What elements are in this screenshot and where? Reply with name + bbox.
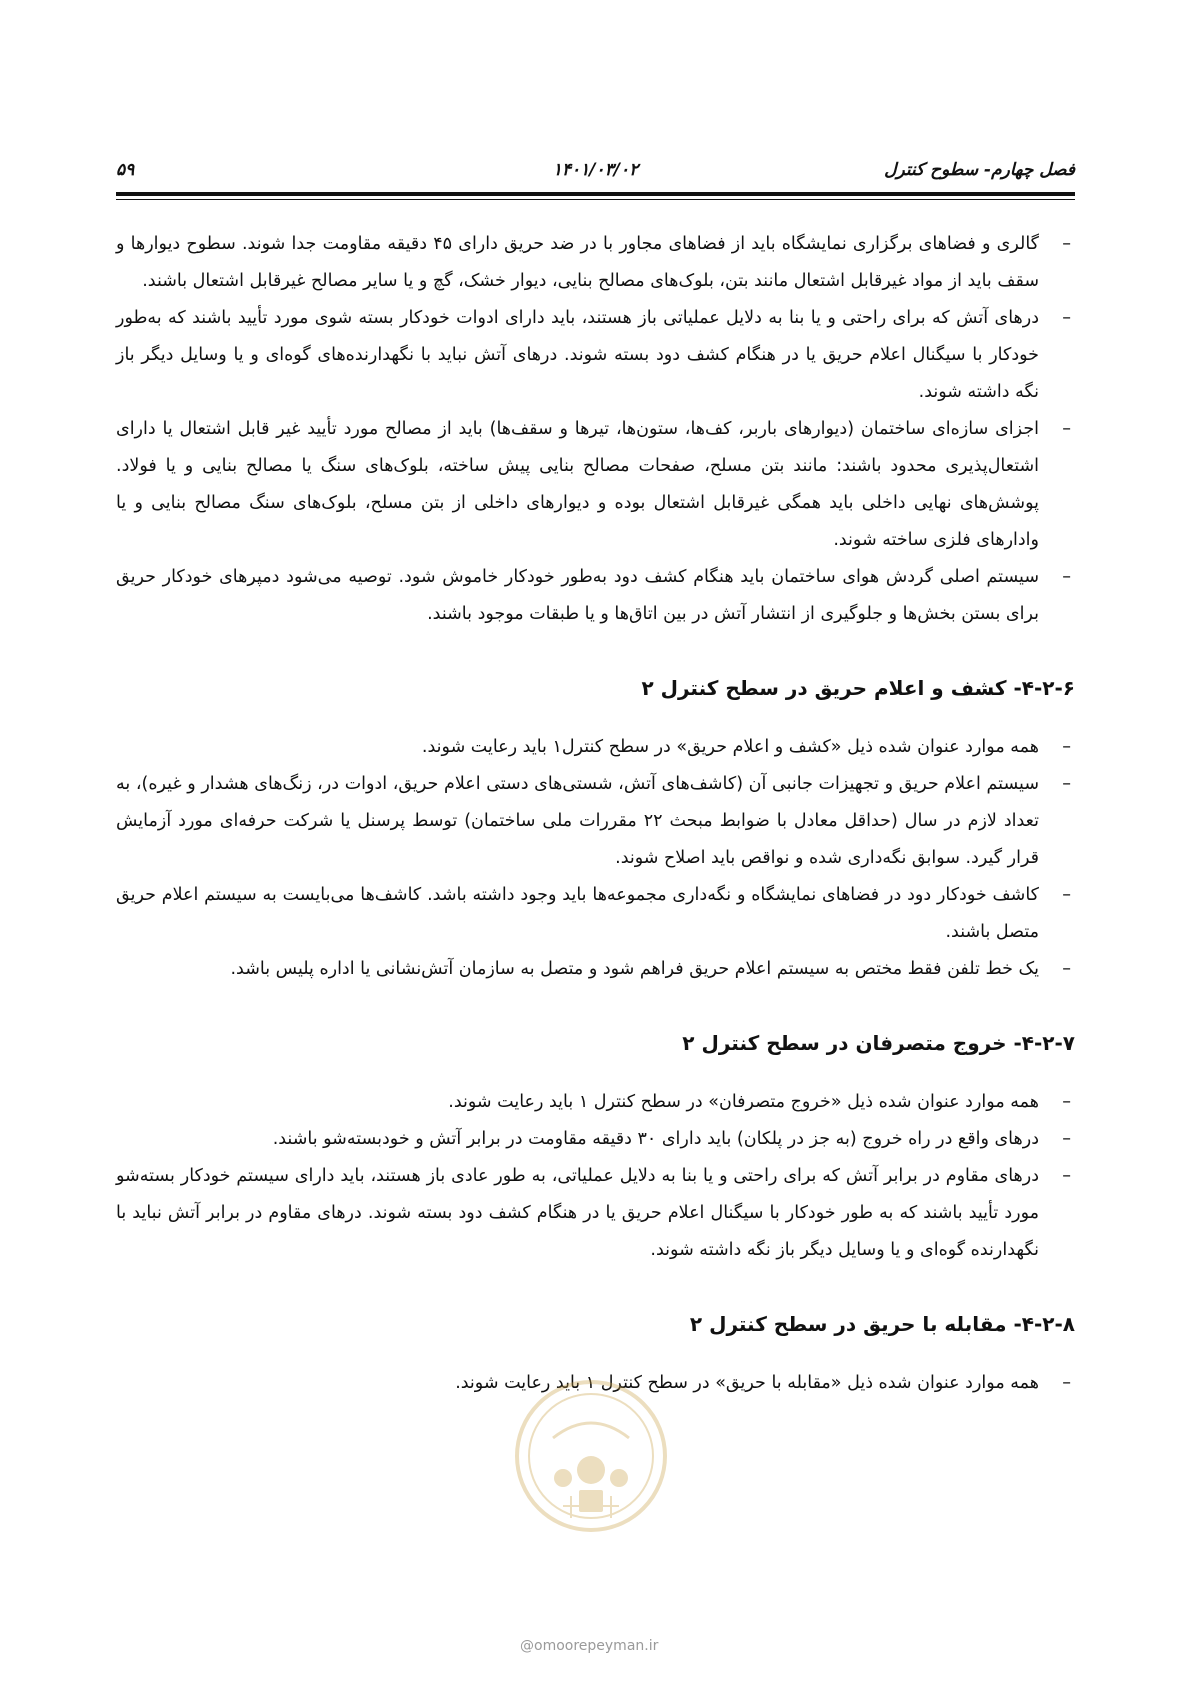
bullet-dash: – (1062, 234, 1071, 254)
page-body (116, 226, 1075, 1402)
bullet-dash: – (1062, 959, 1071, 979)
list-item (116, 951, 1075, 988)
bullet-list-detection (116, 729, 1075, 988)
section-heading-egress: ۴-۲-۷- خروج متصرفان در سطح کنترل ۲ (682, 1031, 1075, 1055)
bullet-dash: – (1062, 1092, 1071, 1112)
bullet-text: یک خط تلفن فقط مختص به سیستم اعلام حریق فراهم شود و متصل به سازمان آتش‌نشانی یا اداره پلیس باشد. (230, 959, 1039, 979)
bullet-text: درهای آتش که برای راحتی و یا بنا به دلایل عملیاتی باز هستند، باید دارای ادوات خودکار بسته شوی مورد تأیید باشند که به‌طور خودکار با سیگنال اعلام حریق یا در هنگام کشف دود بسته شوند. درهای آتش نباید با نگهدارنده‌های گوه‌ای و یا وسایل دیگر باز نگه داشته شوند. (116, 308, 1039, 402)
bullet-text: همه موارد عنوان شده ذیل «مقابله با حریق» در سطح کنترل ۱ باید رعایت شوند. (455, 1373, 1039, 1393)
list-item (116, 877, 1075, 951)
bullet-text: سیستم اعلام حریق و تجهیزات جانبی آن (کاشف‌های آتش، شستی‌های دستی اعلام حریق، ادوات در، زنگ‌های هشدار و غیره)، به تعداد لازم در سال (حداقل معادل با ضوابط مبحث ۲۲ مقررات ملی ساختمان) توسط پرسنل یا شرکت حرفه‌ای مورد آزمایش قرار گیرد. سوابق نگه‌داری شده و نواقص باید اصلاح شوند. (116, 774, 1039, 868)
bullet-list-firefighting (116, 1365, 1075, 1402)
bullet-list-intro (116, 226, 1075, 633)
bullet-list-egress (116, 1084, 1075, 1269)
section-heading-detection: ۴-۲-۶- کشف و اعلام حریق در سطح کنترل ۲ (641, 676, 1075, 700)
bullet-dash: – (1062, 1373, 1071, 1393)
bullet-dash: – (1062, 419, 1071, 439)
watermark-url: @omoorepeyman.ir (520, 1638, 659, 1654)
page-number: ۵۹ (116, 160, 135, 180)
bullet-dash: – (1062, 1166, 1071, 1186)
bullet-text: کاشف خودکار دود در فضاهای نمایشگاه و نگه‌داری مجموعه‌ها باید وجود داشته باشد. کاشف‌ها می‌بایست به سیستم اعلام حریق متصل باشند. (116, 885, 1039, 942)
bullet-text: سیستم اصلی گردش هوای ساختمان باید هنگام کشف دود به‌طور خودکار خاموش شود. توصیه می‌شود دمپرهای خودکار حریق برای بستن بخش‌ها و جلوگیری از انتشار آتش در بین اتاق‌ها و یا طبقات موجود باشند. (116, 567, 1039, 624)
list-item (116, 766, 1075, 877)
bullet-text: درهای واقع در راه خروج (به جز در پلکان) باید دارای ۳۰ دقیقه مقاومت در برابر آتش و خودبسته‌شو باشند. (272, 1129, 1039, 1149)
bullet-text: درهای مقاوم در برابر آتش که برای راحتی و یا بنا به دلایل عملیاتی، به طور عادی باز هستند، باید دارای سیستم خودکار بسته‌شو مورد تأیید باشند که به طور خودکار با سیگنال اعلام حریق یا در هنگام کشف دود بسته شوند. درهای مقاوم در برابر آتش نباید با نگهدارنده گوه‌ای و یا وسایل دیگر باز نگه داشته شوند. (116, 1166, 1039, 1260)
bullet-dash: – (1062, 885, 1071, 905)
header-rule-thick (116, 192, 1075, 196)
list-item (116, 1084, 1075, 1121)
list-item (116, 300, 1075, 411)
list-item (116, 559, 1075, 633)
list-item (116, 1158, 1075, 1269)
bullet-text: اجزای سازه‌ای ساختمان (دیوارهای باربر، کف‌ها، ستون‌ها، تیرها و سقف‌ها) باید از مصالح مورد تأیید غیر قابل اشتعال یا دارای اشتعال‌پذیری محدود باشند: مانند بتن مسلح، صفحات مصالح بنایی پیش ساخته، بلوک‌های سنگ یا مصالح بنایی و یا فولاد. پوشش‌های نهایی داخلی باید همگی غیرقابل اشتعال بوده و دیوارهای داخلی از بتن مسلح، بلوک‌های سنگ مصالح بنایی و یا وادارهای فلزی ساخته شوند. (116, 419, 1039, 550)
bullet-dash: – (1062, 1129, 1071, 1149)
bullet-dash: – (1062, 737, 1071, 757)
list-item (116, 729, 1075, 766)
header-date: ۱۴۰۱/۰۳/۰۲ (552, 160, 639, 180)
header-rule-thin (116, 199, 1075, 200)
section-heading-firefighting: ۴-۲-۸- مقابله با حریق در سطح کنترل ۲ (689, 1312, 1075, 1336)
bullet-text: همه موارد عنوان شده ذیل «کشف و اعلام حریق» در سطح کنترل۱ باید رعایت شوند. (421, 737, 1039, 757)
list-item (116, 1365, 1075, 1402)
bullet-dash: – (1062, 308, 1071, 328)
list-item (116, 1121, 1075, 1158)
bullet-dash: – (1062, 774, 1071, 794)
list-item (116, 411, 1075, 559)
bullet-dash: – (1062, 567, 1071, 587)
chapter-title: فصل چهارم- سطوح کنترل (884, 160, 1075, 180)
page-header (116, 160, 1075, 186)
bullet-text: گالری و فضاهای برگزاری نمایشگاه باید از فضاهای مجاور با در ضد حریق دارای ۴۵ دقیقه مقاومت جدا شوند. سطوح دیوارها و سقف باید از مواد غیرقابل اشتعال مانند بتن، بلوک‌های مصالح بنایی، دیوار خشک، گچ و یا سایر مصالح غیرقابل اشتعال باشند. (116, 234, 1039, 291)
bullet-text: همه موارد عنوان شده ذیل «خروج متصرفان» در سطح کنترل ۱ باید رعایت شوند. (448, 1092, 1039, 1112)
list-item (116, 226, 1075, 300)
